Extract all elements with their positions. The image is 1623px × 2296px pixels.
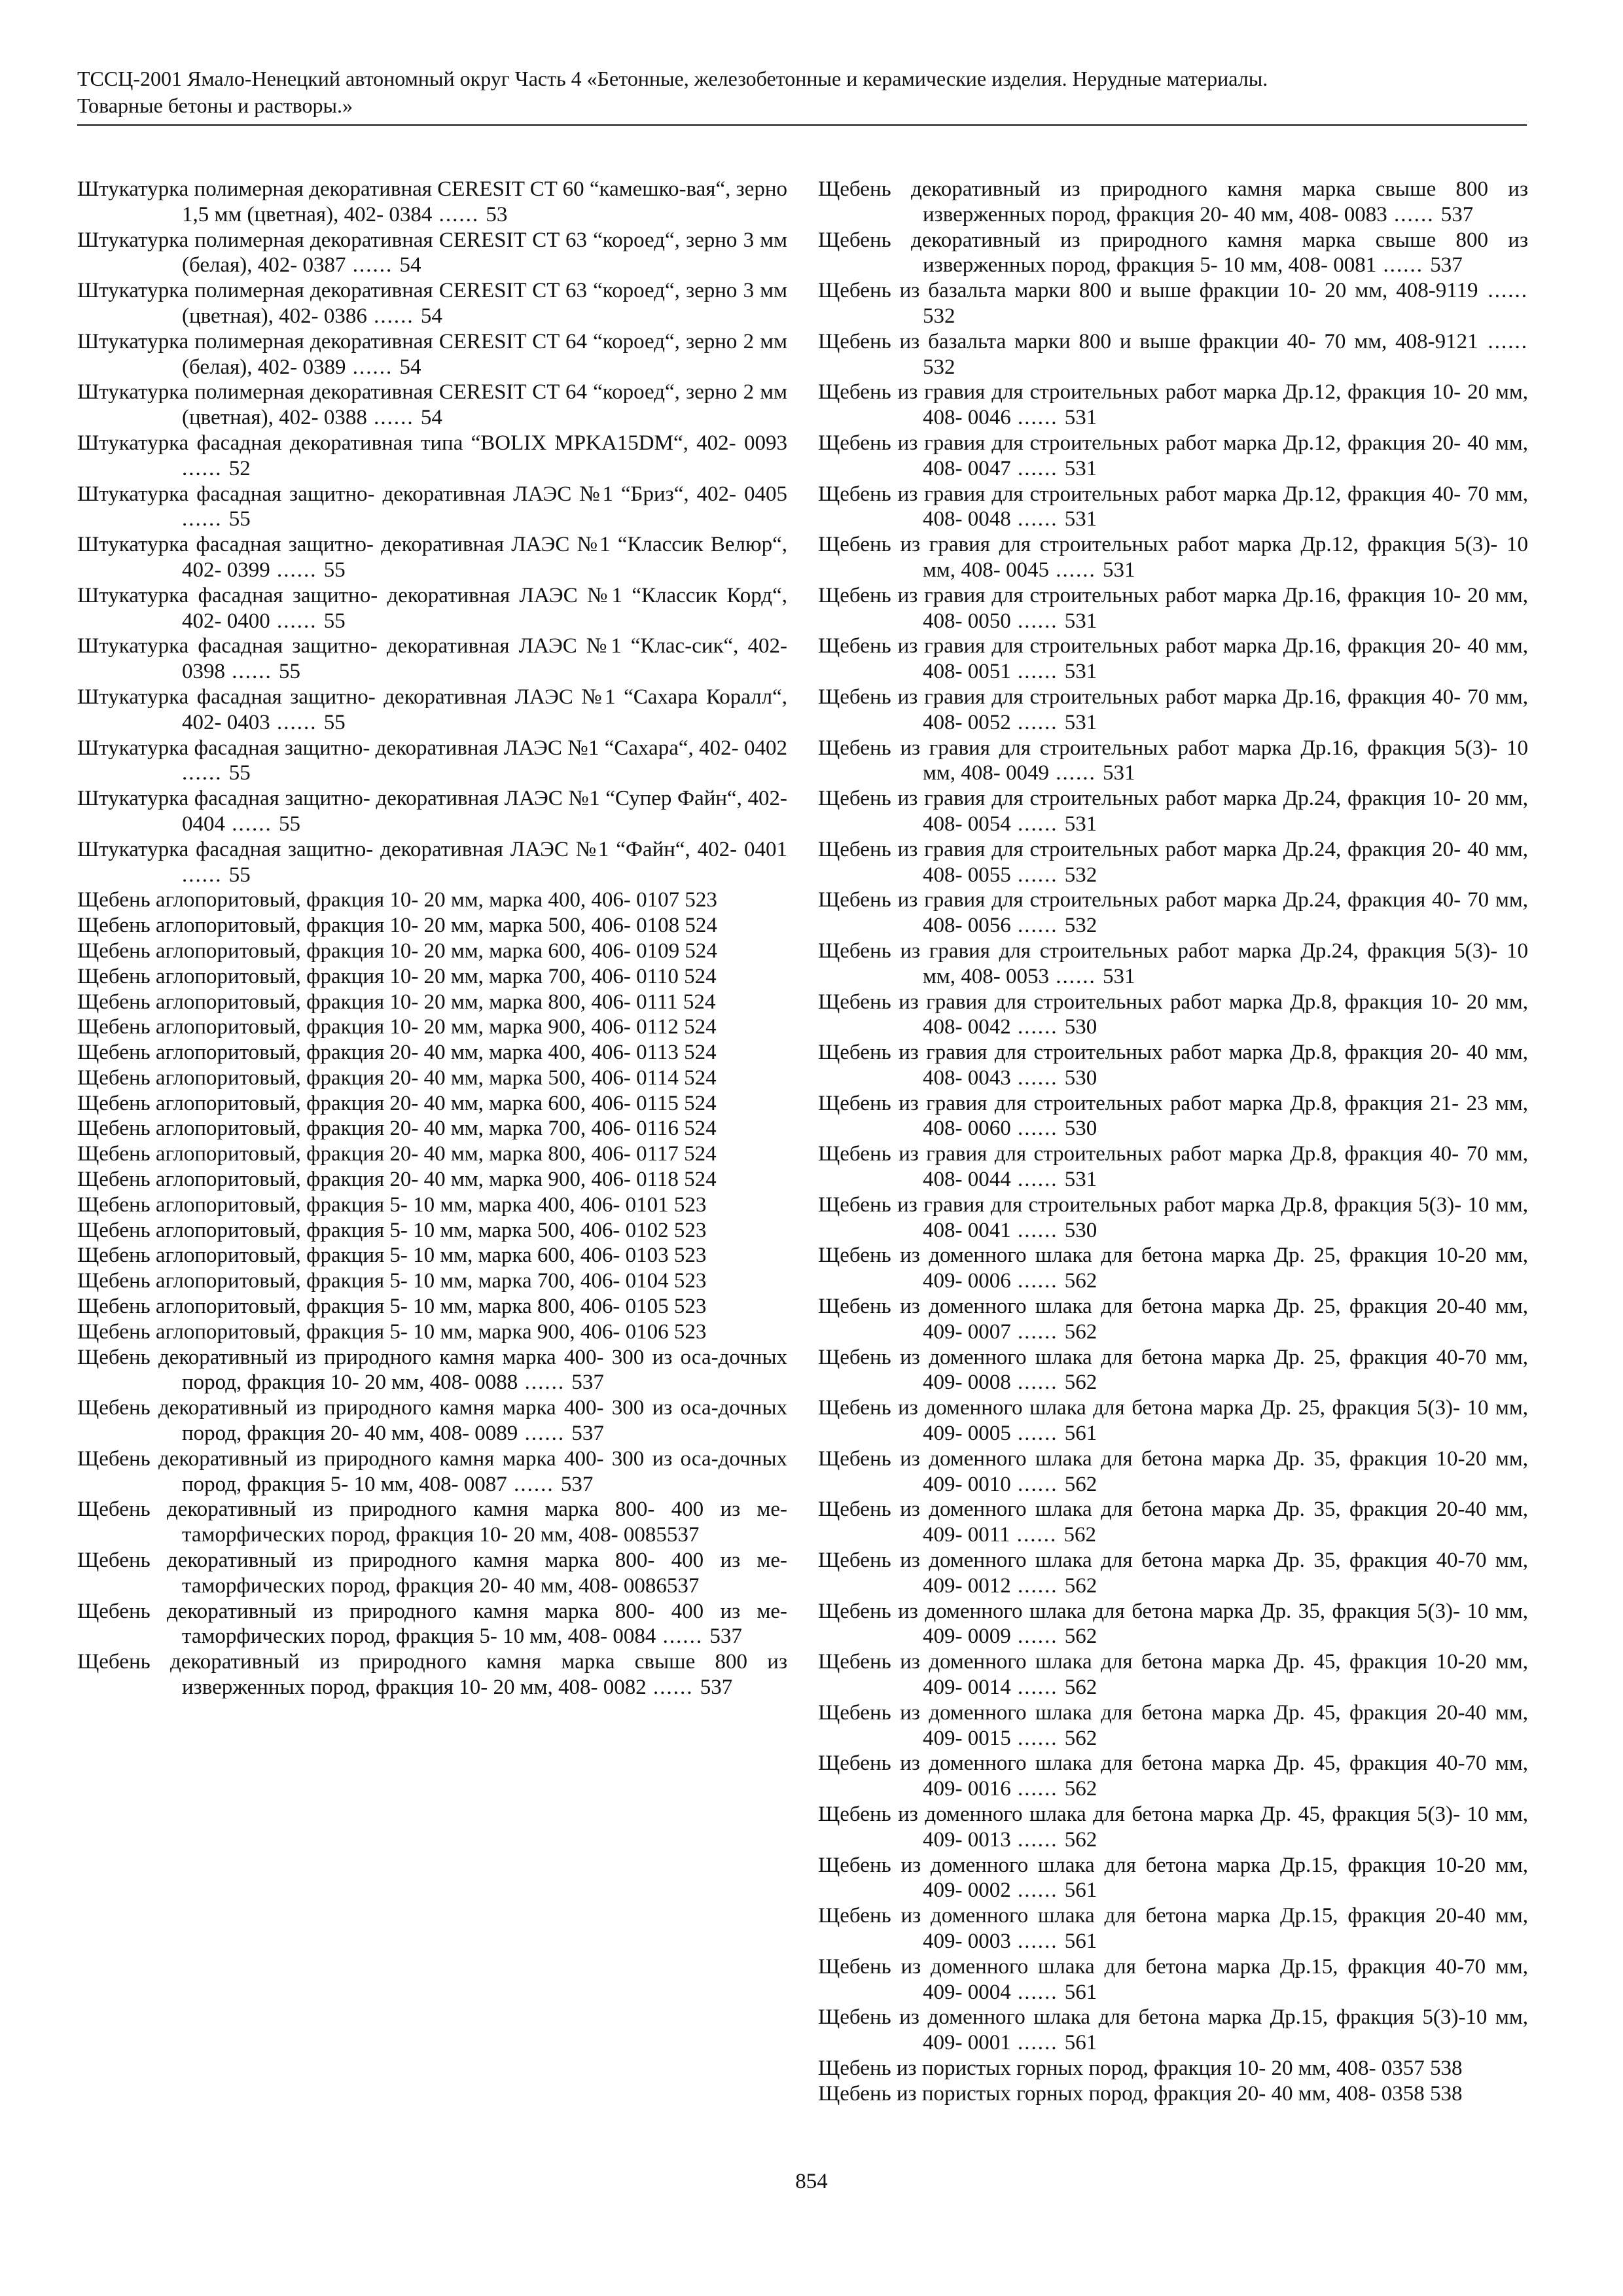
- leader-dots: ......: [1049, 558, 1103, 582]
- entry-text: Щебень из доменного шлака для бетона марка Др. 45, фракция 20-40 мм, 409- 0015: [818, 1700, 1528, 1750]
- entry-page-ref: 562: [1064, 1777, 1097, 1801]
- entry-page-ref: 562: [1064, 1726, 1097, 1750]
- entry-text: Штукатурка полимерная декоративная CERESIT CT 60 “камешко-вая“, зерно 1,5 мм (цветная), 402- 0384: [77, 177, 787, 226]
- entry-page-ref: 530: [1064, 1015, 1097, 1039]
- entry-page-ref: 53: [486, 202, 508, 226]
- entry-text: Щебень из гравия для строительных работ марка Др.12, фракция 5(3)- 10 мм, 408- 0045: [818, 533, 1528, 582]
- index-entry: [818, 888, 1528, 939]
- entry-text: Щебень из гравия для строительных работ марка Др.16, фракция 10- 20 мм, 408- 0050: [818, 583, 1528, 633]
- index-entry: [818, 1345, 1528, 1396]
- leader-dots: ......: [1010, 507, 1065, 531]
- leader-dots: ......: [346, 355, 400, 379]
- index-entry: [77, 1294, 787, 1319]
- entry-page-ref: 54: [420, 406, 442, 430]
- entry-page-ref: 55: [279, 812, 300, 836]
- entry-text: Щебень из доменного шлака для бетона марка Др. 25, фракция 5(3)- 10 мм, 409- 0005: [818, 1396, 1528, 1446]
- entry-text: Щебень аглопоритовый, фракция 20- 40 мм, марка 900, 406- 0118 524: [77, 1168, 717, 1192]
- index-entry: [77, 1193, 787, 1218]
- leader-dots: ......: [1010, 609, 1065, 633]
- entry-page-ref: 531: [1064, 507, 1097, 531]
- index-entry: [77, 964, 787, 990]
- entry-page-ref: 532: [1064, 863, 1097, 887]
- entry-text: Щебень декоративный из природного камня марка 800- 400 из ме-таморфических пород, фракция 5- 10 мм, 408- 0084: [77, 1599, 787, 1649]
- entry-text: Щебень декоративный из природного камня марка свыше 800 из изверженных пород, фракция 5- 10 мм, 408- 0081: [818, 228, 1528, 278]
- index-entry: [77, 1167, 787, 1193]
- index-column-right: [818, 177, 1528, 2107]
- entry-text: Щебень аглопоритовый, фракция 5- 10 мм, марка 900, 406- 0106 523: [77, 1319, 707, 1344]
- index-entry: [818, 1294, 1528, 1345]
- leader-dots: ......: [1010, 406, 1065, 430]
- index-entry: [77, 1497, 787, 1548]
- index-entry: [77, 1319, 787, 1345]
- page-number: 854: [795, 2170, 828, 2193]
- entry-text: Щебень аглопоритовый, фракция 10- 20 мм, марка 500, 406- 0108 524: [77, 914, 717, 938]
- entry-page-ref: 531: [1064, 710, 1097, 734]
- leader-dots: ......: [182, 761, 229, 785]
- leader-dots: ......: [507, 1472, 561, 1496]
- leader-dots: ......: [270, 558, 324, 582]
- leader-dots: ......: [1478, 329, 1528, 353]
- leader-dots: ......: [270, 710, 324, 734]
- entry-text: Штукатурка фасадная защитно- декоративная ЛАЭС №1 “Файн“, 402- 0401: [77, 837, 787, 861]
- index-entry: [818, 1700, 1528, 1751]
- entry-page-ref: 55: [279, 660, 300, 684]
- entry-text: Штукатурка фасадная декоративная типа “BOLIX MPKA15DM“, 402- 0093: [77, 431, 787, 455]
- entry-page-ref: 532: [923, 355, 955, 379]
- entry-text: Щебень из доменного шлака для бетона марка Др.15, фракция 20-40 мм, 409- 0003: [818, 1904, 1528, 1953]
- entry-text: Щебень аглопоритовый, фракция 20- 40 мм, марка 500, 406- 0114 524: [77, 1066, 717, 1090]
- index-entry: [77, 1091, 787, 1117]
- leader-dots: ......: [1010, 1980, 1065, 2004]
- leader-dots: ......: [1010, 1726, 1065, 1750]
- entry-text: Щебень декоративный из природного камня марка 400- 300 из оса-дочных пород, фракция 20- 40 мм, 408- 0089: [77, 1396, 787, 1446]
- entry-text: Щебень аглопоритовый, фракция 10- 20 мм, марка 600, 406- 0109 524: [77, 939, 717, 963]
- index-entry: [818, 1497, 1528, 1548]
- entry-page-ref: 531: [1064, 1168, 1097, 1192]
- leader-dots: ......: [1010, 2031, 1065, 2055]
- entry-text: Щебень из доменного шлака для бетона марка Др.15, фракция 40-70 мм, 409- 0004: [818, 1954, 1528, 2004]
- leader-dots: ......: [1010, 1676, 1065, 1700]
- entry-page-ref: 537: [571, 1422, 604, 1446]
- entry-text: Штукатурка полимерная декоративная CERESIT CT 63 “короед“, зерно 3 мм (белая), 402- 0387: [77, 228, 787, 278]
- index-entry: [818, 736, 1528, 787]
- index-entry: [818, 1853, 1528, 1904]
- leader-dots: ......: [1010, 1066, 1065, 1090]
- entry-text: Щебень аглопоритовый, фракция 20- 40 мм, марка 600, 406- 0115 524: [77, 1091, 717, 1115]
- entry-text: Щебень декоративный из природного камня марка свыше 800 из изверженных пород, фракция 10- 20 мм, 408- 0082: [77, 1650, 787, 1700]
- leader-dots: ......: [518, 1371, 572, 1395]
- index-entry: [77, 939, 787, 964]
- entry-text: Щебень аглопоритовый, фракция 20- 40 мм, марка 400, 406- 0113 524: [77, 1041, 717, 1065]
- leader-dots: ......: [225, 812, 279, 836]
- entry-text: Щебень аглопоритовый, фракция 5- 10 мм, марка 700, 406- 0104 523: [77, 1269, 707, 1293]
- leader-dots: ......: [366, 304, 421, 328]
- leader-dots: ......: [225, 660, 279, 684]
- entry-page-ref: 54: [399, 253, 421, 278]
- entry-text: Щебень из пористых горных пород, фракция 10- 20 мм, 408- 0357 538: [818, 2056, 1463, 2080]
- index-entry: [77, 1548, 787, 1599]
- index-entry: [818, 380, 1528, 431]
- index-entry: [77, 1268, 787, 1294]
- index-entry: [818, 228, 1528, 279]
- index-entry: [818, 329, 1528, 380]
- entry-text: Щебень из гравия для строительных работ марка Др.8, фракция 20- 40 мм, 408- 0043: [818, 1041, 1528, 1090]
- leader-dots: ......: [432, 202, 486, 226]
- entry-page-ref: 55: [323, 710, 346, 734]
- index-entry: [77, 837, 787, 888]
- entry-page-ref: 561: [1064, 2031, 1097, 2055]
- entry-text: Щебень из доменного шлака для бетона марка Др.15, фракция 5(3)-10 мм, 409- 0001: [818, 2005, 1528, 2055]
- entry-text: Щебень из доменного шлака для бетона марка Др. 45, фракция 40-70 мм, 409- 0016: [818, 1751, 1528, 1801]
- leader-dots: ......: [1376, 253, 1431, 278]
- index-entry: [818, 1649, 1528, 1700]
- entry-page-ref: 52: [228, 456, 251, 480]
- index-entry: [818, 1243, 1528, 1294]
- index-entry: [77, 1218, 787, 1244]
- leader-dots: ......: [346, 253, 400, 278]
- entry-page-ref: 530: [1064, 1218, 1097, 1242]
- leader-dots: ......: [1387, 202, 1441, 226]
- entry-text: Щебень из гравия для строительных работ марка Др.24, фракция 10- 20 мм, 408- 0054: [818, 787, 1528, 836]
- leader-dots: ......: [1010, 1472, 1065, 1496]
- entry-text: Щебень из гравия для строительных работ марка Др.8, фракция 21- 23 мм, 408- 0060: [818, 1091, 1528, 1141]
- leader-dots: ......: [656, 1624, 710, 1649]
- leader-dots: ......: [646, 1676, 700, 1700]
- index-entry: [77, 736, 787, 787]
- entry-text: Щебень из доменного шлака для бетона марка Др. 25, фракция 40-70 мм, 409- 0008: [818, 1345, 1528, 1395]
- leader-dots: ......: [1010, 1371, 1065, 1395]
- entry-page-ref: 532: [923, 304, 955, 328]
- leader-dots: ......: [366, 406, 421, 430]
- leader-dots: ......: [1010, 456, 1065, 480]
- entry-page-ref: 54: [399, 355, 421, 379]
- index-entry: [818, 1193, 1528, 1244]
- leader-dots: ......: [1010, 914, 1065, 938]
- entry-page-ref: 531: [1103, 964, 1135, 988]
- entry-page-ref: 530: [1064, 1117, 1097, 1141]
- index-entry: [77, 1141, 787, 1167]
- entry-text: Щебень из гравия для строительных работ марка Др.12, фракция 40- 70 мм, 408- 0048: [818, 482, 1528, 531]
- entry-text: Щебень из гравия для строительных работ марка Др.24, фракция 5(3)- 10 мм, 408- 0053: [818, 939, 1528, 988]
- index-entry: [818, 1141, 1528, 1193]
- entry-page-ref: 531: [1064, 456, 1097, 480]
- index-entry: [818, 1954, 1528, 2005]
- entry-text: Щебень из доменного шлака для бетона марка Др.15, фракция 10-20 мм, 409- 0002: [818, 1853, 1528, 1903]
- entry-text: Щебень из пористых горных пород, фракция 20- 40 мм, 408- 0358 538: [818, 2081, 1463, 2106]
- entry-page-ref: 55: [228, 863, 251, 887]
- index-entry: [77, 329, 787, 380]
- index-entry: [77, 380, 787, 431]
- header-rule: [77, 124, 1527, 126]
- entry-page-ref: 562: [1064, 1371, 1097, 1395]
- index-entry: [818, 1395, 1528, 1446]
- index-entry: [77, 1345, 787, 1396]
- entry-page-ref: 562: [1064, 1573, 1097, 1598]
- entry-text: Щебень из доменного шлака для бетона марка Др. 35, фракция 40-70 мм, 409- 0012: [818, 1549, 1528, 1598]
- leader-dots: ......: [1010, 1878, 1065, 1903]
- leader-dots: ......: [1010, 1573, 1065, 1598]
- index-entry: [77, 532, 787, 583]
- index-entry: [818, 482, 1528, 533]
- leader-dots: ......: [1010, 1015, 1065, 1039]
- index-entry: [818, 532, 1528, 583]
- index-entry: [818, 837, 1528, 888]
- entry-page-ref: 562: [1064, 1624, 1097, 1649]
- entry-page-ref: 54: [420, 304, 442, 328]
- entry-page-ref: 561: [1064, 1422, 1097, 1446]
- index-entry: [77, 583, 787, 634]
- entry-page-ref: 531: [1103, 761, 1135, 785]
- running-header: [77, 65, 1527, 119]
- leader-dots: ......: [1010, 863, 1065, 887]
- entry-page-ref: 537: [571, 1371, 604, 1395]
- leader-dots: ......: [1049, 761, 1103, 785]
- leader-dots: ......: [1010, 1218, 1065, 1242]
- entry-text: Щебень из доменного шлака для бетона марка Др. 45, фракция 5(3)- 10 мм, 409- 0013: [818, 1803, 1528, 1852]
- leader-dots: ......: [1010, 1523, 1064, 1547]
- index-entry: [818, 1446, 1528, 1498]
- leader-dots: ......: [182, 507, 229, 531]
- entry-text: Щебень декоративный из природного камня марка 800- 400 из ме-таморфических пород, фракция 20- 40 мм, 408- 0086537: [77, 1549, 787, 1598]
- index-entry: [77, 1066, 787, 1091]
- entry-text: Щебень из гравия для строительных работ марка Др.12, фракция 10- 20 мм, 408- 0046: [818, 380, 1528, 430]
- index-entry: [818, 583, 1528, 634]
- index-entry: [77, 990, 787, 1015]
- leader-dots: ......: [182, 863, 229, 887]
- entry-page-ref: 531: [1103, 558, 1135, 582]
- index-entry: [818, 2005, 1528, 2056]
- entry-text: Щебень из доменного шлака для бетона марка Др. 35, фракция 20-40 мм, 409- 0011: [818, 1498, 1528, 1547]
- index-entry: [77, 685, 787, 736]
- entry-text: Щебень аглопоритовый, фракция 5- 10 мм, марка 600, 406- 0103 523: [77, 1244, 707, 1268]
- index-entry: [818, 1091, 1528, 1142]
- entry-text: Щебень аглопоритовый, фракция 10- 20 мм, марка 700, 406- 0110 524: [77, 964, 717, 988]
- leader-dots: ......: [1010, 1777, 1065, 1801]
- entry-text: Щебень декоративный из природного камня марка 400- 300 из оса-дочных пород, фракция 5- 10 мм, 408- 0087: [77, 1446, 787, 1496]
- index-entry: [77, 1446, 787, 1498]
- entry-text: Щебень из гравия для строительных работ марка Др.16, фракция 5(3)- 10 мм, 408- 0049: [818, 736, 1528, 785]
- entry-text: Щебень из гравия для строительных работ марка Др.8, фракция 5(3)- 10 мм, 408- 0041: [818, 1193, 1528, 1242]
- leader-dots: ......: [1478, 279, 1528, 303]
- entry-page-ref: 562: [1064, 1472, 1097, 1496]
- leader-dots: ......: [1010, 1117, 1065, 1141]
- entry-text: Щебень декоративный из природного камня марка 400- 300 из оса-дочных пород, фракция 10- 20 мм, 408- 0088: [77, 1345, 787, 1395]
- entry-page-ref: 562: [1063, 1523, 1097, 1547]
- entry-text: Щебень из гравия для строительных работ марка Др.24, фракция 40- 70 мм, 408- 0056: [818, 888, 1528, 938]
- entry-page-ref: 562: [1064, 1827, 1097, 1852]
- entry-page-ref: 55: [323, 558, 346, 582]
- entry-text: Штукатурка фасадная защитно- декоративная ЛАЭС №1 “Сахара“, 402- 0402: [77, 736, 787, 760]
- index-entry: [77, 913, 787, 939]
- index-entry: [77, 1649, 787, 1700]
- leader-dots: ......: [1010, 1269, 1065, 1293]
- entry-text: Щебень из доменного шлака для бетона марка Др. 35, фракция 5(3)- 10 мм, 409- 0009: [818, 1599, 1528, 1649]
- index-entry: [818, 685, 1528, 736]
- entry-text: Щебень декоративный из природного камня марка 800- 400 из ме-таморфических пород, фракция 10- 20 мм, 408- 0085537: [77, 1498, 787, 1547]
- entry-text: Щебень из гравия для строительных работ марка Др.8, фракция 40- 70 мм, 408- 0044: [818, 1142, 1528, 1192]
- index-entry: [818, 2056, 1528, 2081]
- entry-page-ref: 537: [560, 1472, 594, 1496]
- entry-page-ref: 561: [1064, 1878, 1097, 1903]
- entry-text: Щебень аглопоритовый, фракция 5- 10 мм, марка 500, 406- 0102 523: [77, 1218, 707, 1242]
- entry-text: Щебень из гравия для строительных работ марка Др.8, фракция 10- 20 мм, 408- 0042: [818, 990, 1528, 1039]
- index-entry: [818, 786, 1528, 837]
- entry-page-ref: 562: [1064, 1676, 1097, 1700]
- leader-dots: ......: [1010, 812, 1065, 836]
- index-entry: [818, 177, 1528, 228]
- entry-text: Щебень аглопоритовый, фракция 5- 10 мм, марка 800, 406- 0105 523: [77, 1295, 707, 1319]
- index-entry: [77, 786, 787, 837]
- entry-text: Щебень из гравия для строительных работ марка Др.24, фракция 20- 40 мм, 408- 0055: [818, 837, 1528, 887]
- header-line-1: ТССЦ-2001 Ямало-Ненецкий автономный округ Часть 4 «Бетонные, железобетонные и керамические изделия. Нерудные материалы.: [77, 67, 1268, 90]
- index-entry: [818, 1751, 1528, 1802]
- index-entry: [77, 634, 787, 685]
- index-entry: [77, 278, 787, 329]
- entry-text: Щебень из базальта марки 800 и выше фракции 10- 20 мм, 408-9119: [818, 279, 1478, 303]
- entry-text: Щебень из доменного шлака для бетона марка Др. 25, фракция 20-40 мм, 409- 0007: [818, 1295, 1528, 1344]
- leader-dots: ......: [1049, 964, 1103, 988]
- entry-text: Щебень из гравия для строительных работ марка Др.12, фракция 20- 40 мм, 408- 0047: [818, 431, 1528, 480]
- entry-page-ref: 537: [700, 1676, 733, 1700]
- entry-page-ref: 531: [1064, 812, 1097, 836]
- entry-page-ref: 531: [1064, 609, 1097, 633]
- index-entry: [77, 482, 787, 533]
- index-entry: [818, 634, 1528, 685]
- entry-page-ref: 562: [1064, 1269, 1097, 1293]
- entry-page-ref: 537: [1440, 202, 1474, 226]
- entry-text: Щебень аглопоритовый, фракция 10- 20 мм, марка 900, 406- 0112 524: [77, 1015, 717, 1039]
- leader-dots: ......: [1010, 710, 1065, 734]
- entry-page-ref: 532: [1064, 914, 1097, 938]
- entry-page-ref: 537: [1430, 253, 1463, 278]
- entry-text: Щебень аглопоритовый, фракция 10- 20 мм, марка 800, 406- 0111 524: [77, 990, 716, 1014]
- leader-dots: ......: [1010, 1624, 1065, 1649]
- index-entry: [818, 990, 1528, 1041]
- entry-text: Щебень декоративный из природного камня марка свыше 800 из изверженных пород, фракция 20- 40 мм, 408- 0083: [818, 177, 1528, 226]
- entry-page-ref: 55: [228, 507, 251, 531]
- index-entry: [77, 1040, 787, 1066]
- index-entry: [77, 1116, 787, 1141]
- entry-text: Щебень из доменного шлака для бетона марка Др. 25, фракция 10-20 мм, 409- 0006: [818, 1244, 1528, 1293]
- entry-text: Штукатурка фасадная защитно- декоративная ЛАЭС №1 “Супер Файн“, 402- 0404: [77, 787, 787, 836]
- entry-page-ref: 537: [709, 1624, 742, 1649]
- entry-page-ref: 55: [228, 761, 251, 785]
- leader-dots: ......: [182, 456, 229, 480]
- leader-dots: ......: [1010, 1827, 1065, 1852]
- leader-dots: ......: [270, 609, 324, 633]
- index-entry: [818, 1903, 1528, 1954]
- index-entry: [77, 228, 787, 279]
- entry-page-ref: 562: [1064, 1319, 1097, 1344]
- index-entry: [77, 1599, 787, 1650]
- index-entry: [77, 1395, 787, 1446]
- entry-page-ref: 531: [1064, 660, 1097, 684]
- leader-dots: ......: [518, 1422, 572, 1446]
- entry-text: Щебень из доменного шлака для бетона марка Др. 45, фракция 10-20 мм, 409- 0014: [818, 1650, 1528, 1700]
- index-entry: [77, 1014, 787, 1040]
- entry-text: Штукатурка фасадная защитно- декоративная ЛАЭС №1 “Клас-сик“, 402- 0398: [77, 634, 787, 684]
- leader-dots: ......: [1010, 1319, 1065, 1344]
- index-entry: [77, 888, 787, 913]
- entry-text: Щебень из доменного шлака для бетона марка Др. 35, фракция 10-20 мм, 409- 0010: [818, 1446, 1528, 1496]
- index-entry: [77, 1243, 787, 1268]
- index-entry: [818, 431, 1528, 482]
- index-entry: [818, 939, 1528, 990]
- entry-text: Щебень аглопоритовый, фракция 10- 20 мм, марка 400, 406- 0107 523: [77, 888, 717, 912]
- index-entry: [818, 1040, 1528, 1091]
- entry-page-ref: 530: [1064, 1066, 1097, 1090]
- entry-page-ref: 561: [1064, 1980, 1097, 2004]
- entry-text: Щебень аглопоритовый, фракция 5- 10 мм, марка 400, 406- 0101 523: [77, 1193, 707, 1217]
- header-line-2: Товарные бетоны и растворы.»: [77, 94, 353, 117]
- entry-page-ref: 55: [323, 609, 346, 633]
- entry-text: Штукатурка полимерная декоративная CERESIT CT 64 “короед“, зерно 2 мм (белая), 402- 0389: [77, 329, 787, 379]
- entry-text: Щебень из гравия для строительных работ марка Др.16, фракция 40- 70 мм, 408- 0052: [818, 685, 1528, 734]
- index-entry: [818, 1548, 1528, 1599]
- index-entry: [818, 278, 1528, 329]
- leader-dots: ......: [1010, 1422, 1065, 1446]
- index-entry: [818, 1599, 1528, 1650]
- entry-text: Штукатурка полимерная декоративная CERESIT CT 63 “короед“, зерно 3 мм (цветная), 402- 0386: [77, 279, 787, 328]
- entry-page-ref: 561: [1064, 1929, 1097, 1953]
- entry-text: Штукатурка полимерная декоративная CERESIT CT 64 “короед“, зерно 2 мм (цветная), 402- 0388: [77, 380, 787, 430]
- leader-dots: ......: [1010, 1168, 1065, 1192]
- index-entry: [77, 431, 787, 482]
- leader-dots: ......: [1010, 660, 1065, 684]
- entry-text: Штукатурка фасадная защитно- декоративная ЛАЭС №1 “Бриз“, 402- 0405: [77, 482, 787, 506]
- index-column-left: [77, 177, 787, 1700]
- entry-text: Щебень аглопоритовый, фракция 20- 40 мм, марка 700, 406- 0116 524: [77, 1117, 717, 1141]
- leader-dots: ......: [1010, 1929, 1065, 1953]
- index-entry: [818, 1802, 1528, 1853]
- index-entry: [77, 177, 787, 228]
- entry-page-ref: 531: [1064, 406, 1097, 430]
- entry-text: Щебень из базальта марки 800 и выше фракции 40- 70 мм, 408-9121: [818, 329, 1478, 353]
- entry-text: Штукатурка фасадная защитно- декоративная ЛАЭС №1 “Сахара Коралл“, 402- 0403: [77, 685, 787, 734]
- entry-text: Щебень из гравия для строительных работ марка Др.16, фракция 20- 40 мм, 408- 0051: [818, 634, 1528, 684]
- entry-text: Штукатурка фасадная защитно- декоративная ЛАЭС №1 “Классик Велюр“, 402- 0399: [77, 533, 787, 582]
- index-entry: [818, 2081, 1528, 2107]
- entry-text: Штукатурка фасадная защитно- декоративная ЛАЭС №1 “Классик Корд“, 402- 0400: [77, 583, 787, 633]
- entry-text: Щебень аглопоритовый, фракция 20- 40 мм, марка 800, 406- 0117 524: [77, 1142, 717, 1166]
